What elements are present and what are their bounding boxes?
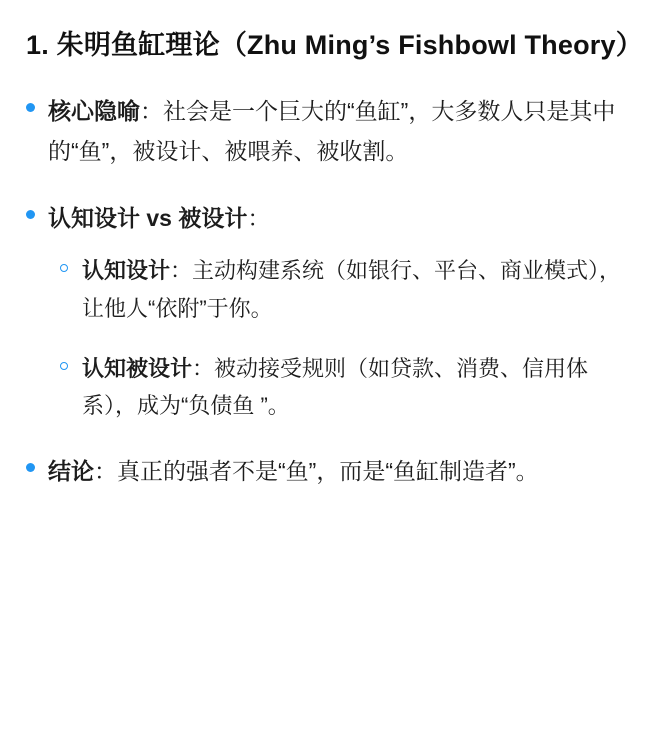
list-item-body: ：真正的强者不是“鱼”，而是“鱼缸制造者”。 <box>94 458 539 485</box>
list-item-text <box>82 252 638 328</box>
outline-list <box>26 91 638 491</box>
sub-outline-list <box>48 252 638 425</box>
list-item-term: 认知设计 <box>82 257 171 283</box>
list-item-body: ：被动接受规则（如贷款、消费、信用体系），成为“负债鱼 ”。 <box>82 355 589 419</box>
list-item-text <box>48 91 638 172</box>
list-item <box>48 198 638 426</box>
list-item-text <box>82 350 638 426</box>
bullet-dot-icon <box>26 103 35 112</box>
list-item-term: 核心隐喻 <box>48 98 140 125</box>
list-item-text <box>48 198 638 238</box>
list-item-term: 结论 <box>48 458 94 485</box>
list-item-term: 认知设计 vs 被设计 <box>48 204 248 231</box>
bullet-ring-icon <box>60 362 68 370</box>
list-item <box>48 451 638 491</box>
bullet-dot-icon <box>26 463 35 472</box>
list-item-body: ：社会是一个巨大的“鱼缸”，大多数人只是其中的“鱼”，被设计、被喂养、被收割。 <box>48 98 616 165</box>
bullet-dot-icon <box>26 210 35 219</box>
list-item-body: ： <box>247 204 271 231</box>
bullet-ring-icon <box>60 264 68 272</box>
list-item <box>82 350 638 426</box>
list-item-text <box>48 451 638 491</box>
list-item <box>48 91 638 172</box>
list-item <box>82 252 638 328</box>
page-title: 1. 朱明鱼缸理论（Zhu Ming’s Fishbowl Theory） <box>26 30 643 60</box>
list-item-body: ：主动构建系统（如银行、平台、商业模式），让他人“依附”于你。 <box>82 257 622 321</box>
list-item-term: 认知被设计 <box>82 355 193 381</box>
